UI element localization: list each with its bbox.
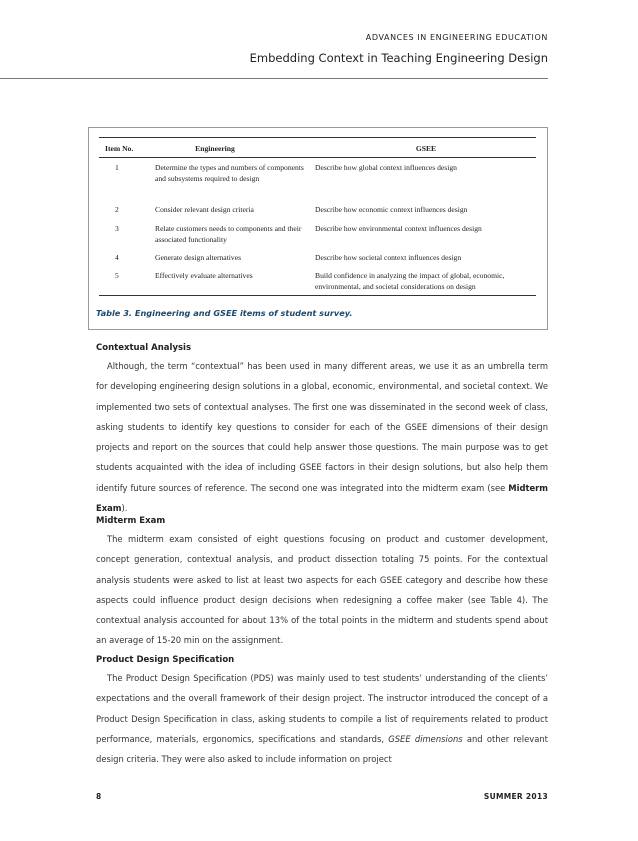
row-engineering: Generate design alternatives <box>155 253 242 262</box>
row-engineering: Relate customers needs to components and their associated functionality <box>155 224 302 244</box>
section-heading-contextual: Contextual Analysis <box>96 343 192 353</box>
paragraph-midterm-text: The midterm exam consisted of eight questions focusing on product and customer development, concept generation, contextual analysis, and product dissection totaling 75 points. For the contextual analysis students were asked to list at least two aspects for each GSEE category and describe how these aspects could influence product design decisions when redesigning a coffee maker (see Table 4). The contextual analysis accounted for about 13% of the total points in the midterm and students spend about an average of 15-20 min on the assignment. <box>96 534 548 646</box>
paragraph-contextual-end: ). <box>121 503 128 514</box>
table-top-rule <box>99 137 536 138</box>
paragraph-contextual-text: Although, the term “contextual” has been used in many different areas, we use it as an umbrella term for developing engineering design solutions in a global, economic, environmental, and societal context. We implemented two sets of contextual analyses. The first one was disseminated in the second week of class, asking students to identify key questions to consider for each of the GSEE dimensions of their design projects and report on the sources that could help answer those questions. The main purpose was to get students acquainted with the idea of including GSEE factors in their design solutions, but also help them identify future sources of reference. The second one was integrated into the midterm exam (see <box>96 361 548 493</box>
page-number: 8 <box>96 792 102 801</box>
header-engineering: Engineering <box>195 144 235 153</box>
table-figure <box>88 127 548 330</box>
journal-name: ADVANCES IN ENGINEERING EDUCATION <box>365 33 548 42</box>
table-header-rule <box>99 157 536 158</box>
table-caption: Table 3. Engineering and GSEE items of student survey. <box>96 308 353 318</box>
issue-label: SUMMER 2013 <box>483 792 548 801</box>
section-heading-midterm: Midterm Exam <box>96 516 166 526</box>
row-number: 2 <box>115 205 119 214</box>
section-heading-pds: Product Design Specification <box>96 655 235 665</box>
row-number: 4 <box>115 253 119 262</box>
midterm-exam-link[interactable]: Midterm Exam <box>96 482 548 514</box>
row-number: 5 <box>115 271 119 280</box>
paragraph-pds-text: The Product Design Specification (PDS) was mainly used to test students’ understanding of the clients’ expectations and the overall framework of their design project. The instructor introduced the concept of a Product Design Specification in class, asking students to compile a list of requirements related to product performance, materials, ergonomics, specifications and standards, <box>96 673 548 744</box>
header-item-no: Item No. <box>105 144 134 153</box>
paragraph-pds <box>96 668 548 769</box>
paragraph-pds-end: and other relevant design criteria. They were also asked to include information on project <box>96 733 548 765</box>
header-gsee: GSEE <box>415 144 437 153</box>
paragraph-contextual <box>96 356 548 518</box>
row-number: 1 <box>115 163 119 172</box>
row-engineering: Consider relevant design criteria <box>155 205 254 214</box>
row-engineering: Determine the types and numbers of components and subsystems required to design <box>155 163 304 183</box>
paragraph-midterm <box>96 529 548 651</box>
gsee-dimensions-term: GSEE dimensions <box>388 733 463 744</box>
article-title: Embedding Context in Teaching Engineering Design <box>249 51 548 65</box>
row-gsee: Build confidence in analyzing the impact of global, economic, environmental, and societal considerations on design <box>315 271 505 291</box>
row-engineering: Effectively evaluate alternatives <box>155 271 253 280</box>
header-rule <box>0 78 548 79</box>
row-gsee: Describe how environmental context influences design <box>315 224 482 233</box>
row-gsee: Describe how societal context influences design <box>315 253 462 262</box>
row-number: 3 <box>115 224 119 233</box>
table-bottom-rule <box>99 295 536 296</box>
row-gsee: Describe how global context influences design <box>315 163 457 172</box>
row-gsee: Describe how economic context influences design <box>315 205 468 214</box>
